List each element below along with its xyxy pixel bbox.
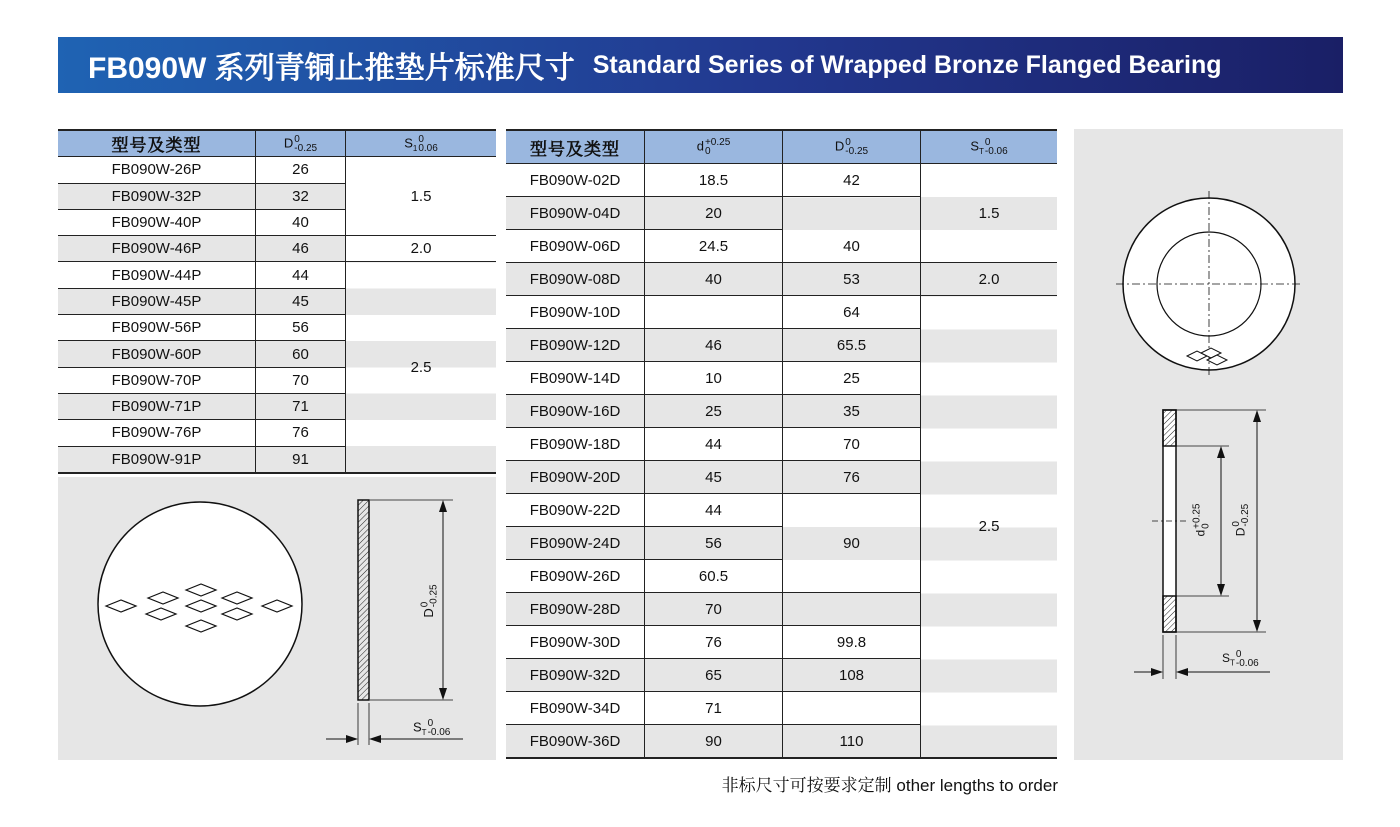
cell-D: 25 bbox=[783, 362, 921, 395]
cell-S: 2.5 bbox=[346, 262, 497, 473]
cell-model: FB090W-76P bbox=[58, 420, 256, 446]
cell-D: 44 bbox=[256, 262, 346, 288]
cell-model: FB090W-26D bbox=[506, 560, 645, 593]
dim-s-tol bbox=[428, 719, 451, 737]
dim-d-letter: d bbox=[1193, 529, 1208, 537]
tol-upper: 0 bbox=[845, 137, 851, 148]
cell-model: FB090W-22D bbox=[506, 494, 645, 527]
cell-d: 71 bbox=[645, 692, 783, 725]
cell-D: 53 bbox=[783, 263, 921, 296]
cell-d: 90 bbox=[645, 725, 783, 759]
cell-model: FB090W-14D bbox=[506, 362, 645, 395]
dim-D-tol bbox=[1232, 504, 1250, 527]
col-header-S-label: S bbox=[404, 135, 413, 151]
dim-s-sub: T bbox=[421, 728, 427, 738]
cell-model: FB090W-16D bbox=[506, 395, 645, 428]
cell-d: 18.5 bbox=[645, 164, 783, 197]
tol-lower: 0.06 bbox=[418, 142, 438, 154]
title-en: Standard Series of Wrapped Bronze Flanged Bearing bbox=[592, 50, 1222, 79]
cell-D: 60 bbox=[256, 341, 346, 367]
cell-d: 44 bbox=[645, 428, 783, 461]
tol-lower: -0.25 bbox=[845, 146, 869, 157]
cell-S: 1.5 bbox=[346, 157, 497, 236]
dim-d-label bbox=[1193, 504, 1211, 537]
cell-d: 76 bbox=[645, 626, 783, 659]
table-flat-washers bbox=[58, 129, 496, 474]
cell-model: FB090W-26P bbox=[58, 157, 256, 183]
cell-D: 26 bbox=[256, 157, 346, 183]
cell-D: 42 bbox=[783, 164, 921, 197]
cell-D: 46 bbox=[256, 236, 346, 262]
dim-d-tol bbox=[1193, 504, 1211, 529]
tol-upper: +0.25 bbox=[1191, 503, 1203, 529]
tol-lower: 0 bbox=[1200, 523, 1212, 529]
cell-model: FB090W-04D bbox=[506, 197, 645, 230]
table-row bbox=[506, 263, 1057, 296]
tol-lower: -0.25 bbox=[1240, 503, 1252, 527]
title-banner bbox=[58, 37, 1343, 93]
tol-lower: -0.06 bbox=[427, 727, 451, 738]
cell-model: FB090W-45P bbox=[58, 288, 256, 314]
dim-D-letter: D bbox=[1233, 527, 1248, 537]
cell-D: 40 bbox=[256, 209, 346, 235]
cell-D: 91 bbox=[256, 446, 346, 473]
cell-D: 110 bbox=[783, 725, 921, 759]
footnote: 非标尺寸可按要求定制 other lengths to order bbox=[721, 776, 1058, 795]
cell-S: 2.0 bbox=[346, 236, 497, 262]
dim-s-label bbox=[413, 719, 450, 737]
col-header-S-tol bbox=[985, 138, 1008, 156]
title-cn: FB090W 系列青铜止推垫片标准尺寸 bbox=[88, 52, 575, 85]
cell-D: 45 bbox=[256, 288, 346, 314]
cell-D: 76 bbox=[783, 461, 921, 494]
cell-D: 64 bbox=[783, 296, 921, 329]
col-header-D-tol bbox=[294, 135, 317, 153]
table-flanged-bearings bbox=[506, 129, 1057, 759]
cell-d: 40 bbox=[645, 263, 783, 296]
table-row bbox=[58, 236, 496, 262]
tol-upper: 0 bbox=[427, 718, 434, 729]
dim-s-sub: T bbox=[1230, 658, 1235, 668]
cell-d bbox=[645, 296, 783, 329]
cell-d: 20 bbox=[645, 197, 783, 230]
cell-model: FB090W-60P bbox=[58, 341, 256, 367]
cell-model: FB090W-36D bbox=[506, 725, 645, 759]
cell-model: FB090W-34D bbox=[506, 692, 645, 725]
cell-model: FB090W-10D bbox=[506, 296, 645, 329]
cell-D-empty bbox=[783, 692, 921, 725]
dim-D-tol bbox=[421, 584, 439, 607]
cell-d: 60.5 bbox=[645, 560, 783, 593]
tol-lower: -0.06 bbox=[984, 145, 1008, 157]
dim-s-label bbox=[1222, 650, 1259, 668]
cell-model: FB090W-44P bbox=[58, 262, 256, 288]
tol-upper: 0 bbox=[294, 133, 300, 145]
tol-upper: 0 bbox=[984, 136, 991, 148]
col-header-S bbox=[921, 130, 1058, 164]
cell-model: FB090W-08D bbox=[506, 263, 645, 296]
dim-D-label bbox=[1232, 504, 1250, 536]
cell-d: 10 bbox=[645, 362, 783, 395]
cell-d: 56 bbox=[645, 527, 783, 560]
tol-upper: 0 bbox=[1231, 521, 1243, 527]
cell-D: 71 bbox=[256, 393, 346, 419]
col-header-S-sub: 1 bbox=[412, 143, 418, 153]
col-header-d bbox=[645, 130, 783, 164]
cell-d: 70 bbox=[645, 593, 783, 626]
col-header-S bbox=[346, 130, 497, 157]
cell-model: FB090W-06D bbox=[506, 230, 645, 263]
cell-d: 45 bbox=[645, 461, 783, 494]
cell-model: FB090W-56P bbox=[58, 315, 256, 341]
cell-model: FB090W-71P bbox=[58, 393, 256, 419]
tol-upper: 0 bbox=[1235, 649, 1242, 660]
cell-model: FB090W-18D bbox=[506, 428, 645, 461]
dim-s-tol bbox=[1236, 650, 1259, 668]
cell-D: 70 bbox=[256, 367, 346, 393]
cell-D: 40 bbox=[783, 197, 921, 263]
tol-lower: 0 bbox=[704, 146, 711, 157]
cell-model: FB090W-32D bbox=[506, 659, 645, 692]
dim-s-letter: S bbox=[413, 719, 422, 735]
cell-model: FB090W-28D bbox=[506, 593, 645, 626]
cell-D: 56 bbox=[256, 315, 346, 341]
cell-model: FB090W-24D bbox=[506, 527, 645, 560]
cell-model: FB090W-91P bbox=[58, 446, 256, 473]
cell-D: 65.5 bbox=[783, 329, 921, 362]
col-header-D bbox=[783, 130, 921, 164]
cell-model: FB090W-40P bbox=[58, 209, 256, 235]
tol-upper: 0 bbox=[419, 601, 431, 608]
cell-D-empty bbox=[783, 593, 921, 626]
cell-model: FB090W-70P bbox=[58, 367, 256, 393]
table-row bbox=[58, 262, 496, 288]
dim-s-letter: S bbox=[1222, 651, 1231, 666]
bearing-drawing bbox=[1074, 129, 1343, 760]
cell-model: FB090W-32P bbox=[58, 183, 256, 209]
col-header-D-tol bbox=[845, 138, 868, 156]
table-row bbox=[506, 164, 1057, 197]
cell-D: 90 bbox=[783, 494, 921, 593]
dim-D-label bbox=[421, 584, 439, 617]
cell-d: 24.5 bbox=[645, 230, 783, 263]
col-header-S-tol bbox=[418, 135, 437, 153]
cell-d: 25 bbox=[645, 395, 783, 428]
tol-lower: -0.25 bbox=[294, 142, 318, 154]
cell-D: 70 bbox=[783, 428, 921, 461]
col-header-S-label: S bbox=[970, 138, 979, 154]
cell-model: FB090W-30D bbox=[506, 626, 645, 659]
cell-model: FB090W-02D bbox=[506, 164, 645, 197]
col-header-d-tol bbox=[705, 138, 730, 156]
col-header-model: 型号及类型 bbox=[506, 130, 645, 164]
col-header-D-label: D bbox=[834, 138, 845, 154]
washer-drawing-panel bbox=[58, 477, 496, 760]
tol-lower: -0.25 bbox=[428, 584, 440, 608]
cell-S: 2.5 bbox=[921, 296, 1058, 759]
table-row bbox=[58, 157, 496, 183]
cell-model: FB090W-20D bbox=[506, 461, 645, 494]
cell-d: 65 bbox=[645, 659, 783, 692]
col-header-S-sub: T bbox=[978, 147, 984, 157]
tol-lower: -0.06 bbox=[1235, 658, 1259, 669]
col-header-D bbox=[256, 130, 346, 157]
cell-D: 108 bbox=[783, 659, 921, 692]
dim-D-letter: D bbox=[421, 608, 437, 618]
cell-D: 76 bbox=[256, 420, 346, 446]
bearing-drawing-panel bbox=[1074, 129, 1343, 760]
col-header-D-label: D bbox=[283, 135, 294, 151]
cell-d: 44 bbox=[645, 494, 783, 527]
col-header-d-label: d bbox=[696, 138, 704, 154]
cell-model: FB090W-12D bbox=[506, 329, 645, 362]
cell-model: FB090W-46P bbox=[58, 236, 256, 262]
cell-S: 2.0 bbox=[921, 263, 1058, 296]
cell-S: 1.5 bbox=[921, 164, 1058, 263]
tol-upper: 0 bbox=[418, 133, 424, 145]
table-row bbox=[506, 296, 1057, 329]
cell-D: 35 bbox=[783, 395, 921, 428]
cell-D: 32 bbox=[256, 183, 346, 209]
washer-section bbox=[358, 500, 369, 700]
tol-upper: +0.25 bbox=[704, 137, 731, 148]
cell-D: 99.8 bbox=[783, 626, 921, 659]
cell-d: 46 bbox=[645, 329, 783, 362]
col-header-model: 型号及类型 bbox=[58, 130, 256, 157]
